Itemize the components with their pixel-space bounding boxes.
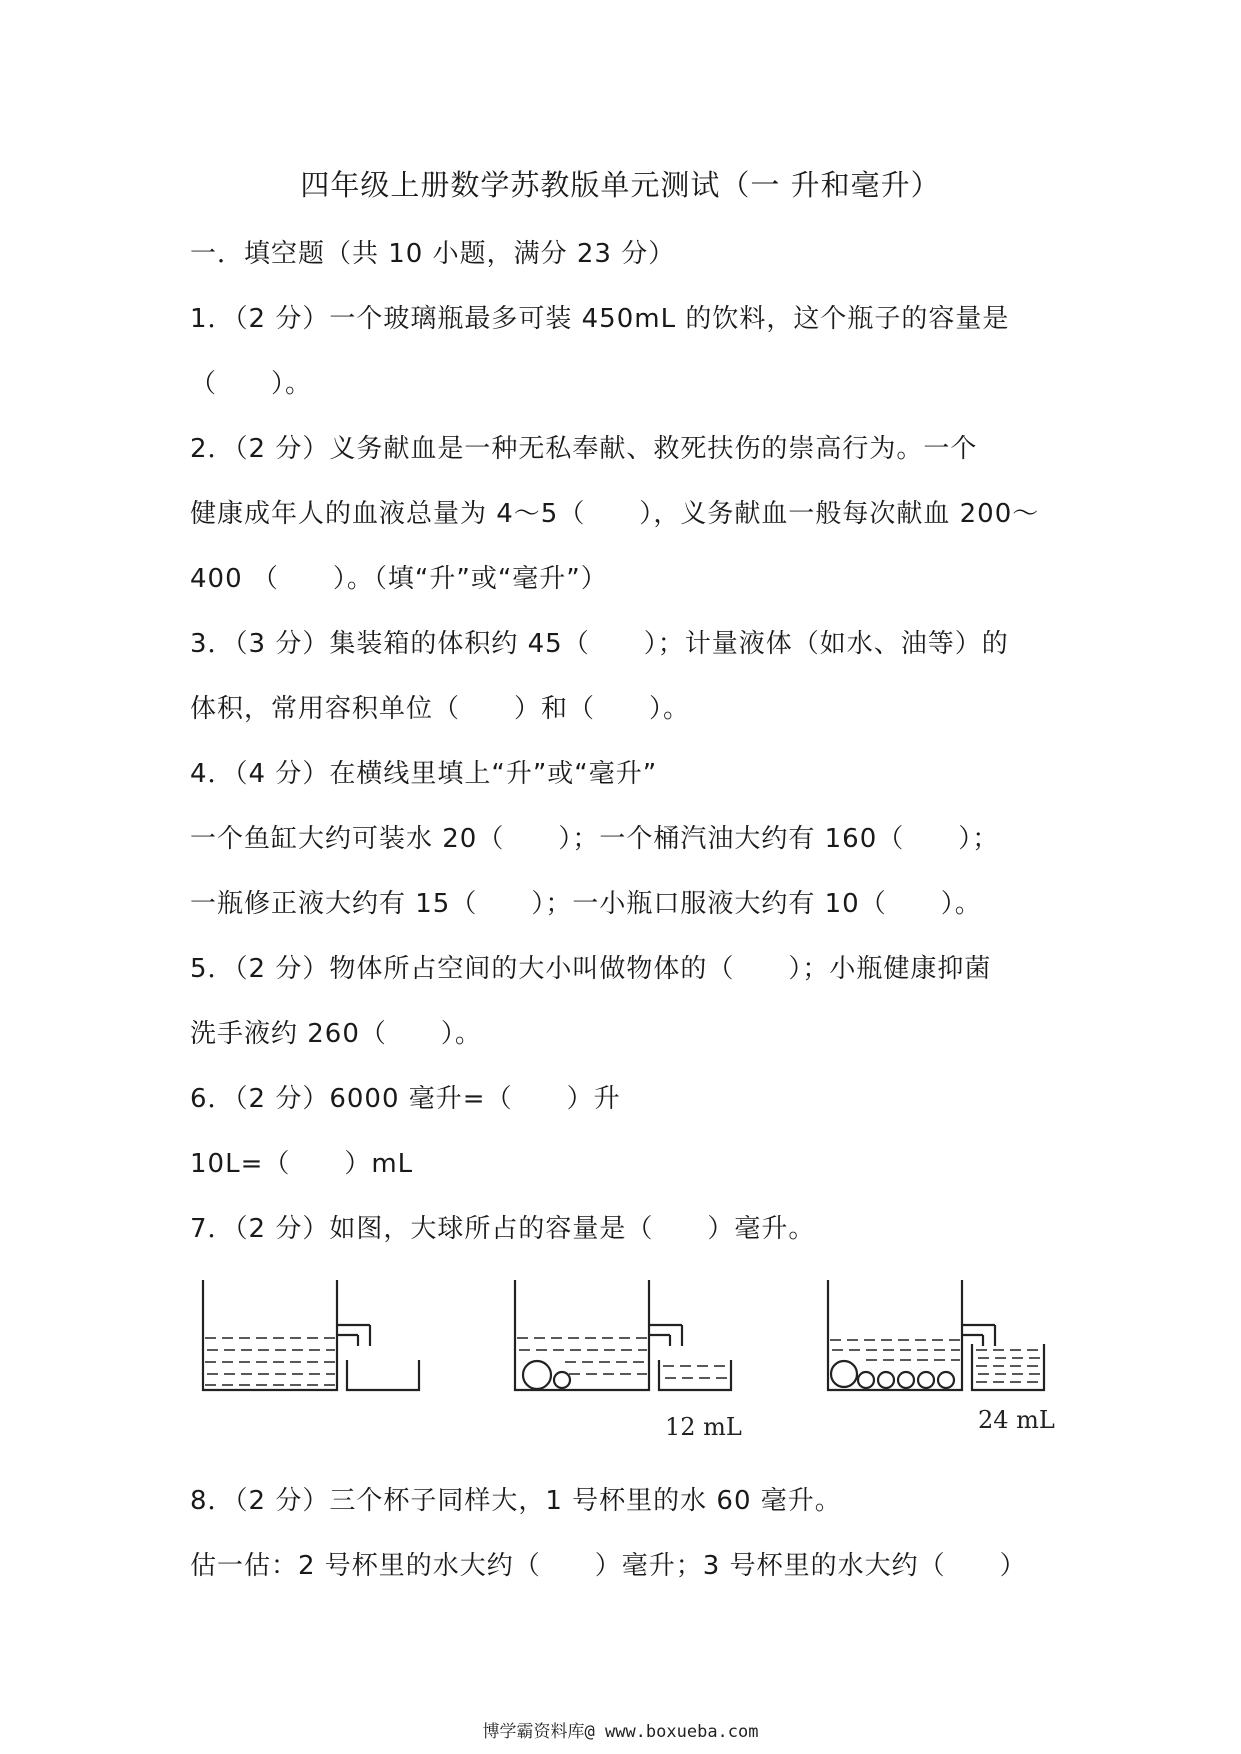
question-6-line-2: 10L=（ ）mL [190, 1149, 414, 1179]
question-5-line-2: 洗手液约 260（ ）。 [190, 1019, 482, 1049]
question-2-line-3: 400 （ ）。（填“升”或“毫升”） [190, 564, 608, 594]
small-ball [898, 1372, 914, 1388]
question-4-line-1: 4．（4 分）在横线里填上“升”或“毫升” [190, 759, 658, 789]
beaker-2-label: 12 mL [665, 1413, 742, 1441]
small-ball [878, 1372, 894, 1388]
question-3-line-2: 体积，常用容积单位（ ）和（ ）。 [190, 694, 691, 724]
question-6-line-1: 6．（2 分）6000 毫升=（ ）升 [190, 1084, 621, 1114]
question-7-figure [195, 1278, 1065, 1458]
question-4-line-3: 一瓶修正液大约有 15（ ）；一小瓶口服液大约有 10（ ）。 [190, 889, 982, 919]
small-ball [918, 1372, 934, 1388]
question-4-line-2: 一个鱼缸大约可装水 20（ ）；一个桶汽油大约有 160（ ）； [190, 824, 1000, 854]
beaker-3-label: 24 mL [978, 1406, 1055, 1434]
question-5-line-1: 5．（2 分）物体所占空间的大小叫做物体的（ ）；小瓶健康抑菌 [190, 954, 992, 984]
question-3-line-1: 3．（3 分）集装箱的体积约 45（ ）；计量液体（如水、油等）的 [190, 629, 1009, 659]
question-8-line-2: 估一估：2 号杯里的水大约（ ）毫升；3 号杯里的水大约（ ） [190, 1551, 1027, 1581]
small-ball [554, 1372, 570, 1388]
question-1-line-1: 1．（2 分）一个玻璃瓶最多可装 450mL 的饮料，这个瓶子的容量是 [190, 304, 1010, 334]
question-1-line-2: （ ）。 [190, 369, 313, 399]
small-ball [858, 1372, 874, 1388]
question-2-line-2: 健康成年人的血液总量为 4～5（ ），义务献血一般每次献血 200～ [190, 499, 1040, 529]
page-title: 四年级上册数学苏教版单元测试（一 升和毫升） [300, 168, 941, 202]
beaker-2 [515, 1280, 731, 1390]
beaker-diagram [195, 1278, 1065, 1458]
question-8-line-1: 8．（2 分）三个杯子同样大，1 号杯里的水 60 毫升。 [190, 1486, 842, 1516]
footer-watermark: 博学霸资料库@ www.boxueba.com [482, 1722, 759, 1742]
question-7-line-1: 7．（2 分）如图，大球所占的容量是（ ）毫升。 [190, 1214, 816, 1244]
big-ball [831, 1361, 857, 1387]
small-ball [938, 1372, 954, 1388]
section-heading: 一．填空题（共 10 小题，满分 23 分） [190, 239, 676, 269]
beaker-3 [828, 1280, 1044, 1390]
question-2-line-1: 2．（2 分）义务献血是一种无私奉献、救死扶伤的崇高行为。一个 [190, 434, 978, 464]
beaker-1 [203, 1280, 419, 1390]
big-ball [523, 1361, 551, 1389]
